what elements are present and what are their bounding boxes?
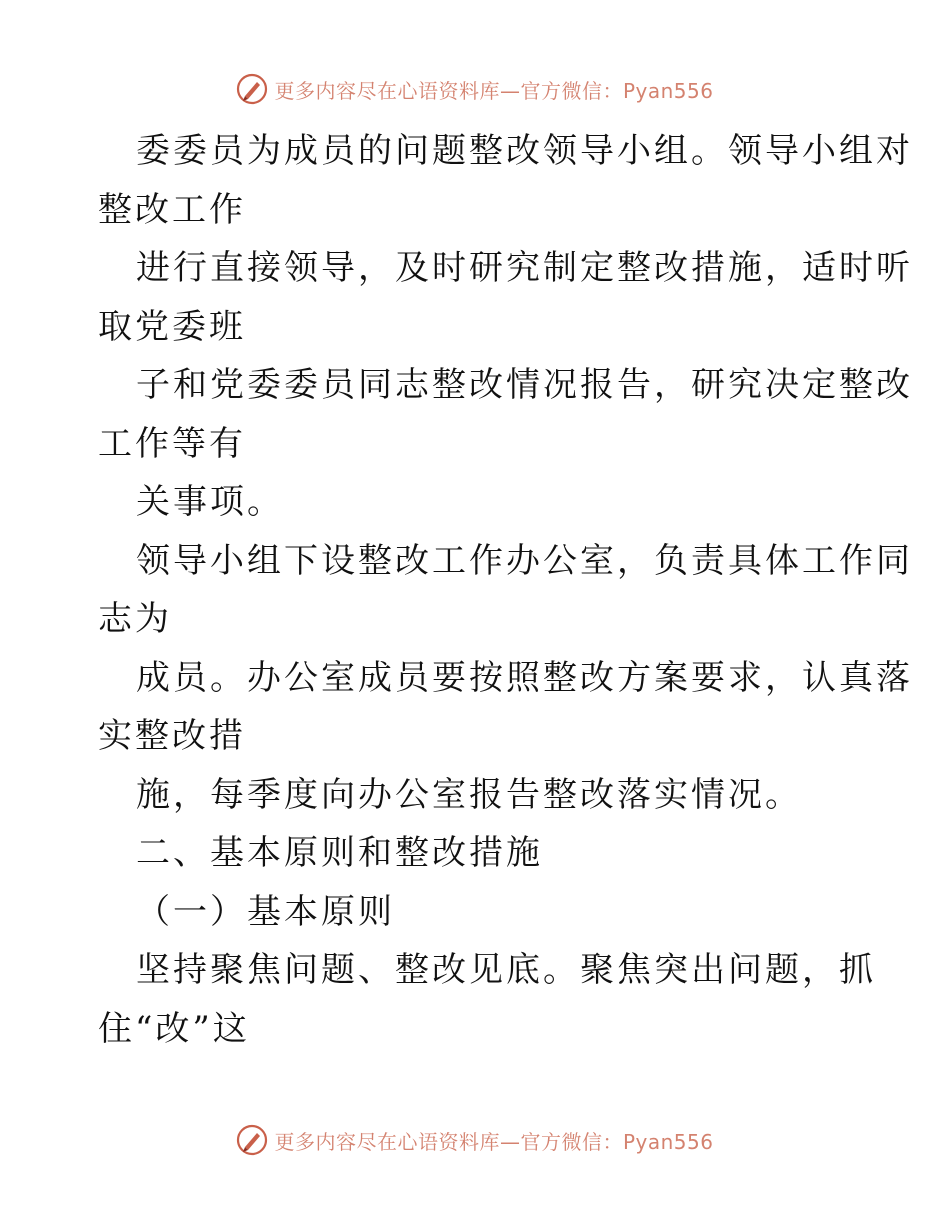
text-line: 进行直接领导，及时研究制定整改措施，适时听 (136, 248, 913, 288)
text-line: 工作等有 (98, 423, 246, 464)
watermark-text: 更多内容尽在心语资料库—官方微信：Pyan556 (274, 1129, 714, 1154)
watermark-header (0, 72, 950, 106)
text-line: 子和党委委员同志整改情况报告，研究决定整改 (136, 365, 913, 405)
text-line: 坚持聚焦问题、整改见底。聚焦突出问题，抓 (136, 950, 876, 990)
watermark-footer (0, 1123, 950, 1157)
text-line: 志为 (98, 599, 172, 639)
text-line: 实整改措 (98, 716, 246, 756)
pen-circle-logo-icon (236, 1124, 268, 1156)
pen-circle-logo-icon (236, 73, 268, 105)
document-body (98, 122, 913, 1058)
watermark-text: 更多内容尽在心语资料库—官方微信：Pyan556 (274, 78, 714, 103)
text-line: 取党委班 (98, 306, 246, 347)
text-line: 施，每季度向办公室报告整改落实情况。 (136, 774, 802, 815)
text-line: 领导小组下设整改工作办公室，负责具体工作同 (136, 540, 913, 581)
text-line: 关事项。 (136, 482, 284, 522)
text-line: 住“改”这 (98, 1008, 250, 1049)
text-line: 委委员为成员的问题整改领导小组。领导小组对 (136, 131, 913, 171)
text-line: （一）基本原则 (136, 891, 395, 932)
text-line: 整改工作 (98, 189, 246, 230)
text-line: 二、基本原则和整改措施 (136, 833, 543, 873)
text-line: 成员。办公室成员要按照整改方案要求，认真落 (136, 657, 913, 698)
